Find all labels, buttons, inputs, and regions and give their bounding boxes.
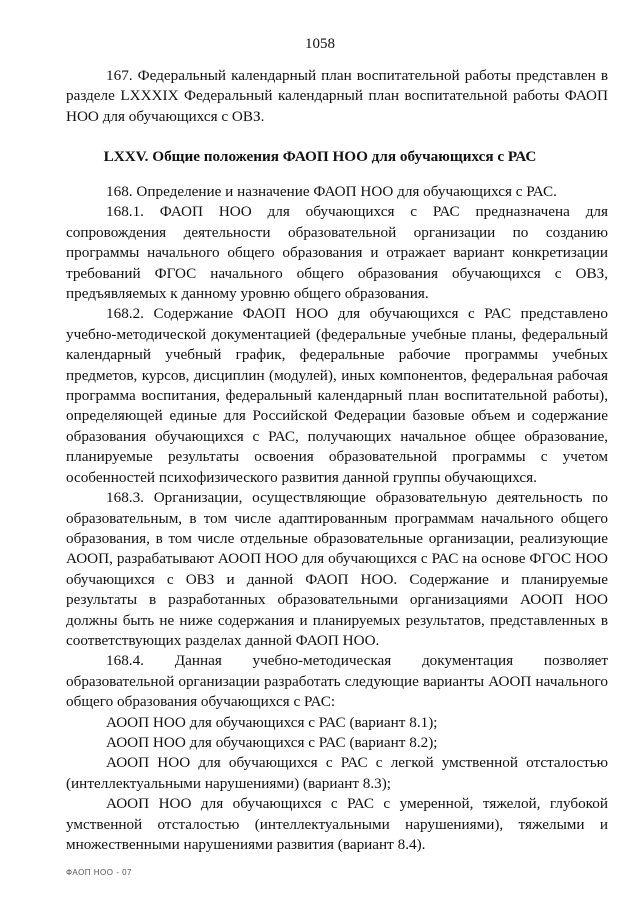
paragraph-168-3: 168.3. Организации, осуществляющие образовательную деятельность по образовательным, в том числе адаптированным программам начального общего образования, в том числе отдельные образовательные организации, реализующие АООП, разрабатывают АООП НОО для обучающихся с РАС на основе ФГОС НОО обучающихся с ОВЗ и данной ФАОП НОО. Содержание и планируемые результаты в разработанных образовательными организациями АООП НОО должны быть не ниже содержания и планируемых результатов, представленных в соответствующих разделах данной ФАОП НОО. (66, 489, 608, 649)
paragraph-168: 168. Определение и назначение ФАОП НОО для обучающихся с РАС. (106, 183, 557, 200)
variant-8-4: АООП НОО для обучающихся с РАС с умеренной, тяжелой, глубокой умственной отсталостью (интеллектуальными нарушениями), тяжелыми и множественными нарушениями развития (вариант 8.4). (66, 795, 608, 853)
intro-paragraph-block (66, 66, 608, 127)
intro-paragraph: 167. Федеральный календарный план воспитательной работы представлен в разделе LXXXIX Федеральный календарный план воспитательной работы ФАОП НОО для обучающихся с ОВЗ. (66, 67, 608, 125)
variant-8-2: АООП НОО для обучающихся с РАС (вариант 8.2); (106, 733, 438, 751)
paragraph-168-1: 168.1. ФАОП НОО для обучающихся с РАС предназначена для сопровождения деятельности образовательной организации по созданию программы начального общего образования и отражает вариант конкретизации требований ФГОС начального общего образования обучающихся с ОВЗ, предъявляемых к данному уровню общего образования. (66, 203, 608, 303)
paragraph-168-2: 168.2. Содержание ФАОП НОО для обучающихся с РАС представлено учебно-методической документацией (федеральные учебные планы, федеральный календарный учебный график, федеральные рабочие программы учебных предметов, курсов, дисциплин (модулей), иных компонентов, федеральная рабочая программа воспитания, федеральный календарный план воспитательной работы), определяющей единые для Российской Федерации базовые объем и содержание образования обучающихся с РАС, получающих начальное общее образование, планируемые результаты освоения образовательной программы с учетом особенностей психофизического развития данной группы обучающихся. (66, 305, 608, 486)
paragraph-168-4: 168.4. Данная учебно-методическая документация позволяет образовательной организации разработать следующие варианты АООП начального общего образования обучающихся с РАС: (66, 652, 608, 711)
footer-mark: ФАОП НОО - 07 (66, 868, 132, 877)
variant-8-3: АООП НОО для обучающихся с РАС с легкой умственной отсталостью (интеллектуальными нарушениями) (вариант 8.3); (66, 754, 608, 792)
section-body (66, 182, 608, 855)
section-heading: LXXV. Общие положения ФАОП НОО для обучающихся с РАС (103, 148, 537, 165)
page-number: 1058 (305, 36, 335, 52)
variant-8-1: АООП НОО для обучающихся с РАС (вариант 8.1); (106, 713, 438, 731)
